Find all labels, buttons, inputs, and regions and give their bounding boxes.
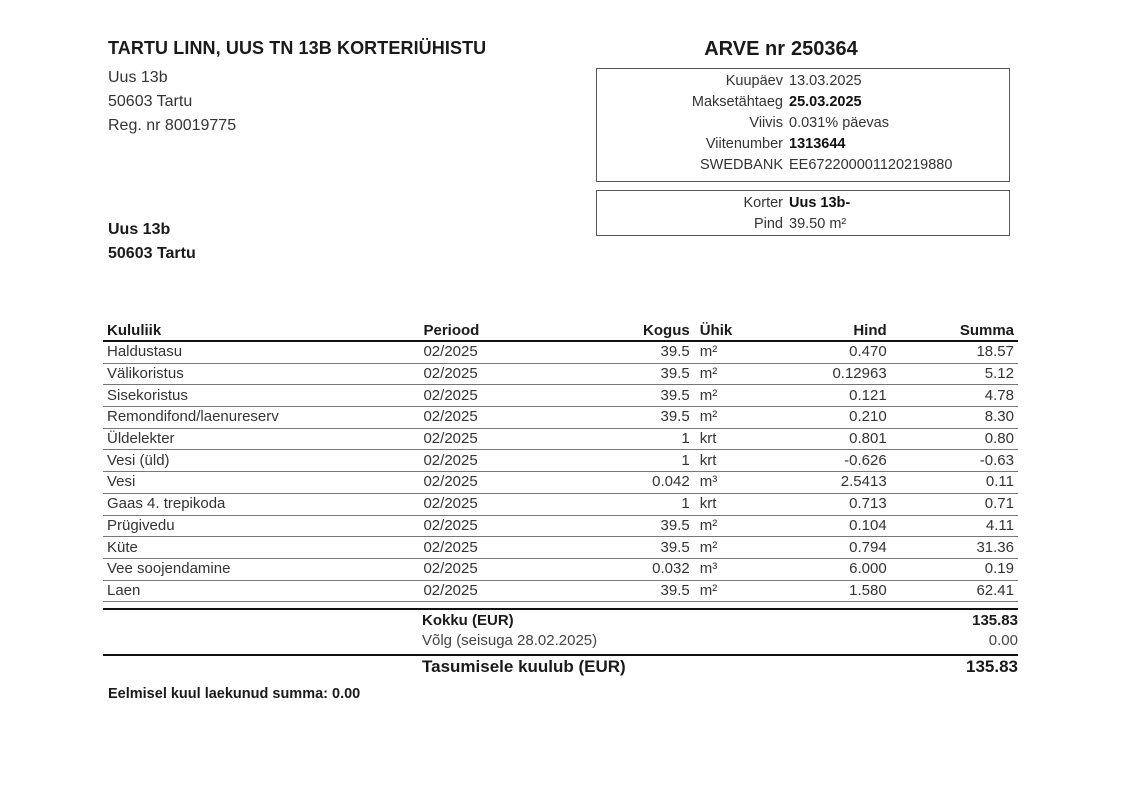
table-row bbox=[103, 537, 1018, 559]
col-periood-cell: 02/2025 bbox=[419, 472, 596, 494]
invoice-details-box bbox=[596, 68, 1010, 182]
recipient-line2: 50603 Tartu bbox=[108, 245, 196, 262]
col-hind-cell: 0.121 bbox=[763, 385, 890, 407]
detail-label: Maksetähtaeg bbox=[691, 94, 783, 110]
detail-row bbox=[597, 71, 1009, 91]
table-body bbox=[103, 341, 1018, 602]
col-kululiik-cell: Prügivedu bbox=[103, 515, 419, 537]
table-row bbox=[103, 363, 1018, 385]
table-row bbox=[103, 515, 1018, 537]
col-kululiik-cell: Haldustasu bbox=[103, 341, 419, 363]
col-kululiik-cell: Üldelekter bbox=[103, 428, 419, 450]
seller-reg-number: Reg. nr 80019775 bbox=[108, 117, 237, 134]
detail-value: 0.031% päevas bbox=[789, 115, 889, 131]
detail-row bbox=[597, 155, 1009, 175]
col-kululiik-cell: Vesi bbox=[103, 472, 419, 494]
col-hind-header: Hind bbox=[763, 320, 890, 341]
col-summa-cell: 0.71 bbox=[891, 493, 1018, 515]
col-summa-cell: 0.80 bbox=[891, 428, 1018, 450]
col-kogus-header: Kogus bbox=[596, 320, 694, 341]
col-uhik-cell: krt bbox=[694, 493, 764, 515]
detail-value: 39.50 m² bbox=[789, 216, 847, 232]
debt-label: Võlg (seisuga 28.02.2025) bbox=[422, 632, 598, 649]
col-uhik-cell: m³ bbox=[694, 558, 764, 580]
col-summa-cell: 0.19 bbox=[891, 558, 1018, 580]
col-kululiik-cell: Vee soojendamine bbox=[103, 558, 419, 580]
table-row bbox=[103, 407, 1018, 429]
total-label: Kokku (EUR) bbox=[422, 612, 514, 629]
col-summa-cell: 0.11 bbox=[891, 472, 1018, 494]
table-row bbox=[103, 580, 1018, 602]
col-kogus-cell: 0.032 bbox=[596, 558, 694, 580]
col-periood-cell: 02/2025 bbox=[419, 407, 596, 429]
col-periood-cell: 02/2025 bbox=[419, 493, 596, 515]
col-kogus-cell: 39.5 bbox=[596, 385, 694, 407]
detail-value: Uus 13b- bbox=[789, 195, 851, 211]
totals-top-divider bbox=[103, 608, 1018, 610]
col-summa-cell: 31.36 bbox=[891, 537, 1018, 559]
col-uhik-cell: krt bbox=[694, 428, 764, 450]
table-row bbox=[103, 341, 1018, 363]
table-row bbox=[103, 428, 1018, 450]
col-kogus-cell: 1 bbox=[596, 450, 694, 472]
col-periood-cell: 02/2025 bbox=[419, 515, 596, 537]
col-periood-cell: 02/2025 bbox=[419, 341, 596, 363]
col-kululiik-cell: Laen bbox=[103, 580, 419, 602]
recipient-address bbox=[108, 218, 196, 266]
col-hind-cell: 2.5413 bbox=[763, 472, 890, 494]
table-row bbox=[103, 493, 1018, 515]
col-summa-cell: -0.63 bbox=[891, 450, 1018, 472]
detail-row bbox=[597, 193, 1009, 213]
col-kogus-cell: 39.5 bbox=[596, 580, 694, 602]
previous-payment-note: Eelmisel kuul laekunud summa: 0.00 bbox=[108, 686, 361, 702]
table-header-row bbox=[103, 320, 1018, 341]
col-kululiik-header: Kululiik bbox=[103, 320, 419, 341]
recipient-line1: Uus 13b bbox=[108, 221, 171, 238]
detail-value: EE672200001120219880 bbox=[789, 157, 953, 173]
apartment-box bbox=[596, 190, 1010, 236]
detail-value: 13.03.2025 bbox=[789, 73, 862, 89]
detail-label: Korter bbox=[743, 195, 783, 211]
col-uhik-cell: m² bbox=[694, 385, 764, 407]
col-periood-cell: 02/2025 bbox=[419, 537, 596, 559]
col-hind-cell: 0.470 bbox=[763, 341, 890, 363]
col-periood-cell: 02/2025 bbox=[419, 385, 596, 407]
invoice-title bbox=[680, 38, 858, 61]
col-uhik-header: Ühik bbox=[694, 320, 764, 341]
invoice-title-label: ARVE nr bbox=[704, 38, 785, 60]
detail-label: Viivis bbox=[749, 115, 783, 131]
detail-value: 25.03.2025 bbox=[789, 94, 862, 110]
col-kogus-cell: 0.042 bbox=[596, 472, 694, 494]
col-kogus-cell: 39.5 bbox=[596, 363, 694, 385]
col-hind-cell: 0.104 bbox=[763, 515, 890, 537]
seller-address-line1: Uus 13b bbox=[108, 69, 168, 86]
detail-label: Pind bbox=[753, 216, 783, 232]
seller-name: TARTU LINN, UUS TN 13B KORTERIÜHISTU bbox=[108, 38, 487, 58]
col-kululiik-cell: Välikoristus bbox=[103, 363, 419, 385]
detail-row bbox=[597, 134, 1009, 154]
col-summa-cell: 8.30 bbox=[891, 407, 1018, 429]
col-summa-cell: 62.41 bbox=[891, 580, 1018, 602]
col-hind-cell: 0.794 bbox=[763, 537, 890, 559]
col-kogus-cell: 39.5 bbox=[596, 537, 694, 559]
col-hind-cell: 0.210 bbox=[763, 407, 890, 429]
col-kululiik-cell: Sisekoristus bbox=[103, 385, 419, 407]
col-hind-cell: -0.626 bbox=[763, 450, 890, 472]
table-row bbox=[103, 472, 1018, 494]
col-summa-cell: 5.12 bbox=[891, 363, 1018, 385]
payable-label: Tasumisele kuulub (EUR) bbox=[422, 657, 626, 676]
detail-label: SWEDBANK bbox=[700, 157, 783, 173]
col-kogus-cell: 1 bbox=[596, 493, 694, 515]
col-uhik-cell: krt bbox=[694, 450, 764, 472]
detail-row bbox=[597, 92, 1009, 112]
col-kogus-cell: 39.5 bbox=[596, 407, 694, 429]
col-periood-header: Periood bbox=[419, 320, 596, 341]
col-hind-cell: 0.713 bbox=[763, 493, 890, 515]
detail-label: Kuupäev bbox=[725, 73, 783, 89]
table-row bbox=[103, 558, 1018, 580]
col-kululiik-cell: Gaas 4. trepikoda bbox=[103, 493, 419, 515]
col-summa-cell: 4.78 bbox=[891, 385, 1018, 407]
col-kogus-cell: 1 bbox=[596, 428, 694, 450]
items-table bbox=[103, 320, 1018, 602]
col-periood-cell: 02/2025 bbox=[419, 450, 596, 472]
table-row bbox=[103, 450, 1018, 472]
seller-address-line2: 50603 Tartu bbox=[108, 93, 193, 110]
col-summa-cell: 4.11 bbox=[891, 515, 1018, 537]
col-kululiik-cell: Vesi (üld) bbox=[103, 450, 419, 472]
col-hind-cell: 1.580 bbox=[763, 580, 890, 602]
col-uhik-cell: m² bbox=[694, 515, 764, 537]
detail-row bbox=[597, 214, 1009, 234]
detail-label: Viitenumber bbox=[705, 136, 783, 152]
col-summa-cell: 18.57 bbox=[891, 341, 1018, 363]
col-periood-cell: 02/2025 bbox=[419, 363, 596, 385]
payable-value: 135.83 bbox=[966, 657, 1018, 676]
col-periood-cell: 02/2025 bbox=[419, 580, 596, 602]
seller-address bbox=[108, 66, 236, 138]
col-summa-header: Summa bbox=[891, 320, 1018, 341]
col-periood-cell: 02/2025 bbox=[419, 428, 596, 450]
col-uhik-cell: m² bbox=[694, 580, 764, 602]
col-uhik-cell: m² bbox=[694, 407, 764, 429]
col-hind-cell: 6.000 bbox=[763, 558, 890, 580]
debt-value: 0.00 bbox=[988, 632, 1018, 649]
total-value: 135.83 bbox=[972, 612, 1018, 629]
col-uhik-cell: m² bbox=[694, 341, 764, 363]
col-kululiik-cell: Küte bbox=[103, 537, 419, 559]
col-uhik-cell: m² bbox=[694, 363, 764, 385]
col-kululiik-cell: Remondifond/laenureserv bbox=[103, 407, 419, 429]
col-kogus-cell: 39.5 bbox=[596, 341, 694, 363]
col-hind-cell: 0.12963 bbox=[763, 363, 890, 385]
table-row bbox=[103, 385, 1018, 407]
col-uhik-cell: m³ bbox=[694, 472, 764, 494]
col-periood-cell: 02/2025 bbox=[419, 558, 596, 580]
invoice-number: 250364 bbox=[791, 38, 858, 60]
payable-divider bbox=[103, 654, 1018, 656]
col-kogus-cell: 39.5 bbox=[596, 515, 694, 537]
detail-row bbox=[597, 113, 1009, 133]
col-hind-cell: 0.801 bbox=[763, 428, 890, 450]
col-uhik-cell: m² bbox=[694, 537, 764, 559]
detail-value: 1313644 bbox=[789, 136, 846, 152]
